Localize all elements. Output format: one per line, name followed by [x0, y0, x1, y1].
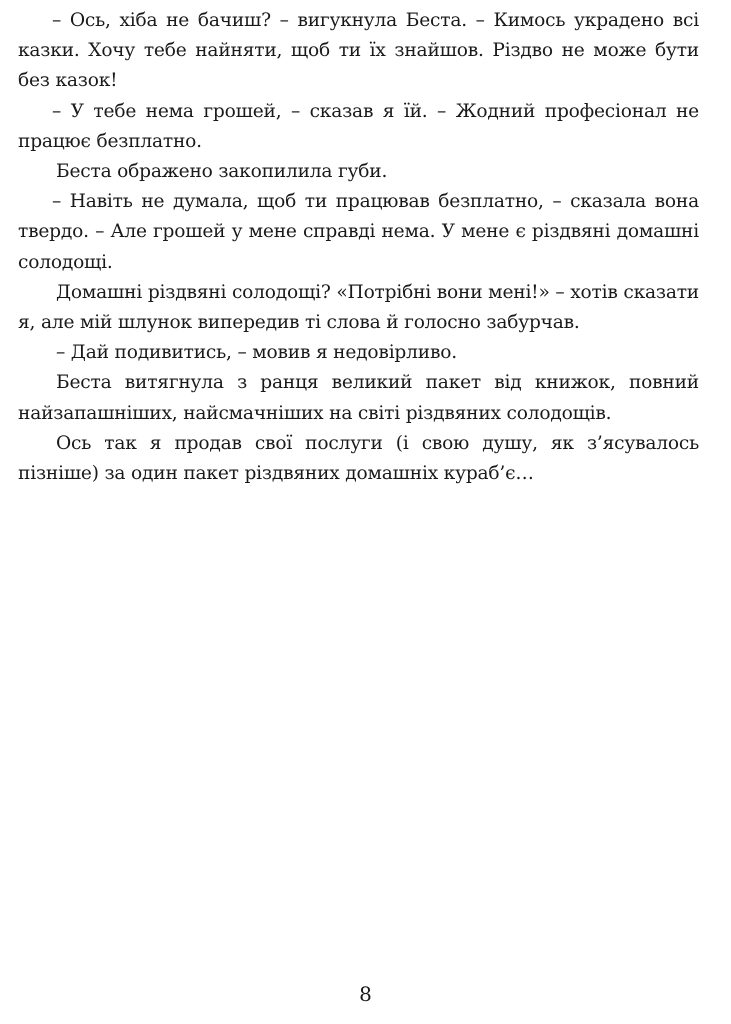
paragraph-3: Беста ображено закопилила губи.: [56, 161, 388, 183]
paragraph-6: – Дай подивитись, – мовив я недовірливо.: [56, 342, 457, 364]
page-number: 8: [359, 982, 372, 1006]
paragraph-4: – Навіть не думала, щоб ти працював безплатно, – сказала вона твердо. – Але грошей у мене справді нема. У мене є різдвяні домашні солодощі.: [18, 191, 699, 273]
paragraph-7: Беста витягнула з ранця великий пакет від книжок, повний найзапашніших, найсмачніших на світі різдвяних солодощів.: [18, 372, 699, 424]
page-text: [18, 6, 699, 489]
paragraph-2: – У тебе нема грошей, – сказав я їй. – Жодний професіонал не працює безплатно.: [18, 100, 699, 152]
paragraph-1: – Ось, хіба не бачиш? – вигукнула Беста. – Кимось украдено всі казки. Хочу тебе найняти, щоб ти їх знайшов. Різдво не може бути без казок!: [18, 10, 699, 92]
paragraph-5: Домашні різдвяні солодощі? «Потрібні вони мені!» – хотів сказати я, але мій шлунок випередив ті слова й голосно забурчав.: [18, 281, 699, 334]
paragraph-8: Ось так я продав свої послуги (і свою душу, як з’ясувалось пізніше) за один пакет різдвяних домашніх кураб’є…: [18, 432, 699, 485]
